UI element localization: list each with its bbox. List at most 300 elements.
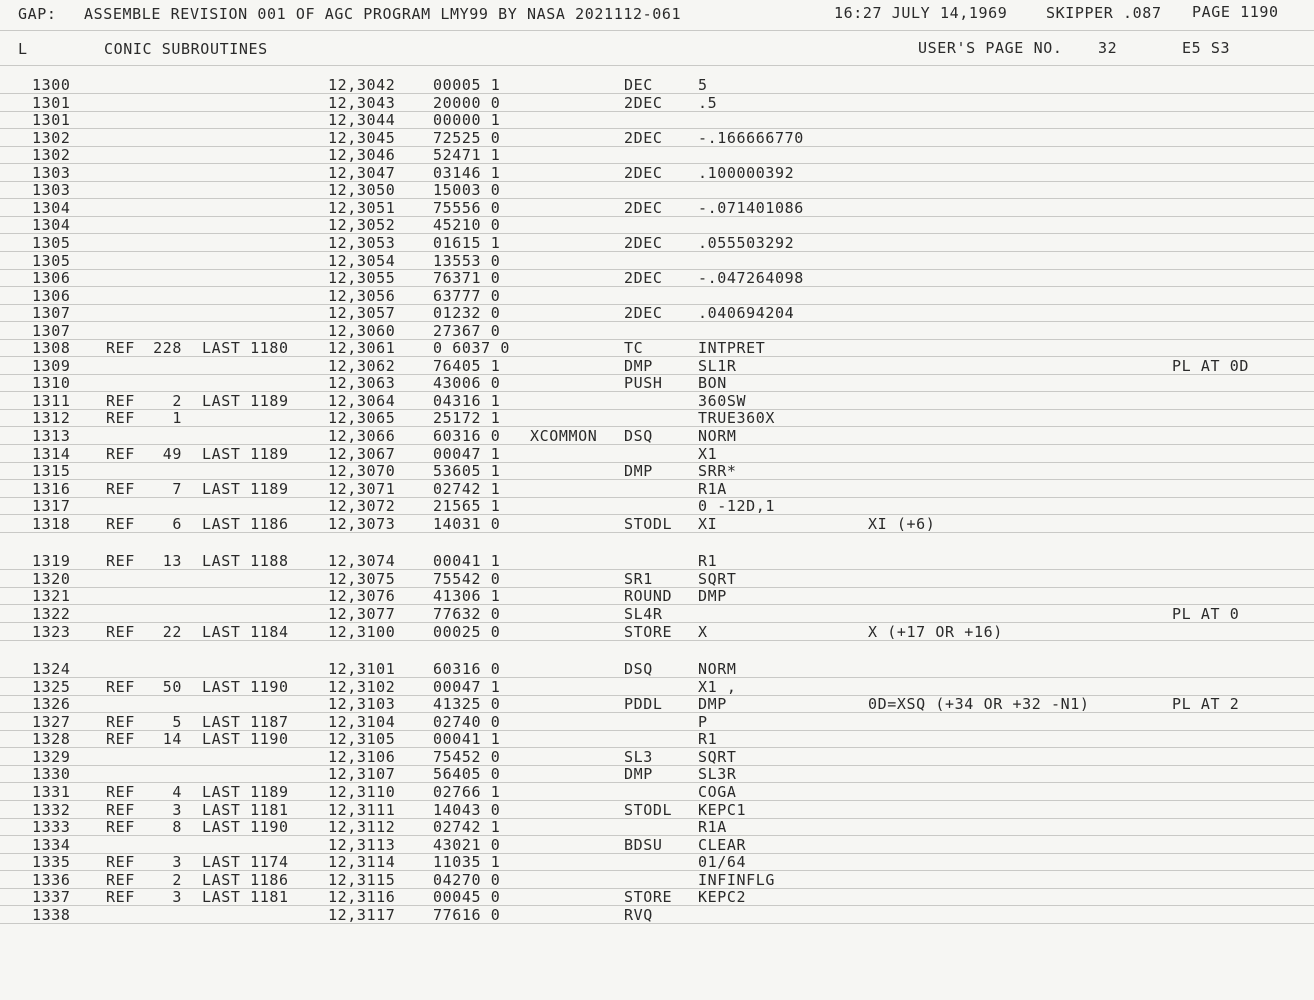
octal-code: 00047 1 (433, 444, 501, 463)
operand: R1 (698, 730, 718, 749)
ref-marker: REF (106, 888, 135, 907)
address: 12,3042 (328, 76, 396, 94)
operand: NORM (698, 427, 737, 445)
octal-code: 11035 1 (433, 853, 501, 872)
line-number: 1323 (32, 622, 71, 641)
address: 12,3053 (328, 234, 396, 252)
octal-code: 60316 0 (433, 427, 501, 445)
operand: X (698, 622, 708, 641)
line-number: 1325 (32, 677, 71, 696)
line-number: 1303 (32, 181, 71, 200)
octal-code: 01232 0 (433, 304, 501, 323)
octal-code: 56405 0 (433, 765, 501, 784)
paper-rule (0, 444, 1314, 445)
octal-code: 41306 1 (433, 587, 501, 606)
operand: -.047264098 (698, 269, 804, 288)
octal-code: 15003 0 (433, 181, 501, 200)
address: 12,3105 (328, 730, 396, 749)
line-number: 1326 (32, 695, 71, 714)
ref-marker: REF (106, 677, 135, 696)
operand: SRR* (698, 462, 737, 481)
ref-count: 2 (172, 391, 182, 410)
ref-count: 8 (172, 818, 182, 836)
address: 12,3074 (328, 552, 396, 571)
operand: 360SW (698, 391, 747, 410)
comment: 0D=XSQ (+34 OR +32 -N1) (868, 695, 1090, 714)
paper-rule (0, 391, 1314, 392)
octal-code: 21565 1 (433, 497, 501, 516)
paper-rule (0, 321, 1314, 322)
address: 12,3100 (328, 622, 396, 641)
address: 12,3077 (328, 605, 396, 623)
opcode: PDDL (624, 695, 663, 714)
opcode: TC (624, 339, 644, 358)
octal-code: 45210 0 (433, 216, 501, 235)
address: 12,3052 (328, 216, 396, 235)
opcode: 2DEC (624, 128, 663, 147)
ref-count: 3 (172, 800, 182, 819)
opcode: 2DEC (624, 163, 663, 182)
address: 12,3062 (328, 356, 396, 375)
address: 12,3051 (328, 198, 396, 217)
operand: XI (698, 514, 718, 533)
address: 12,3106 (328, 747, 396, 766)
opcode: DMP (624, 765, 653, 784)
last-ref: LAST 1189 (202, 391, 289, 410)
ref-marker: REF (106, 818, 135, 836)
octal-code: 27367 0 (433, 321, 501, 340)
last-ref: LAST 1180 (202, 339, 289, 358)
address: 12,3104 (328, 712, 396, 731)
address: 12,3056 (328, 286, 396, 305)
operand: .5 (698, 93, 718, 112)
ref-count: 49 (162, 444, 182, 463)
line-number: 1331 (32, 782, 71, 801)
octal-code: 52471 1 (433, 146, 501, 165)
octal-code: 14031 0 (433, 514, 501, 533)
page-code: E5 S3 (1182, 39, 1231, 57)
paper-rule (0, 532, 1314, 533)
octal-code: 01615 1 (433, 234, 501, 252)
address: 12,3073 (328, 514, 396, 533)
address: 12,3054 (328, 251, 396, 270)
last-ref: LAST 1189 (202, 444, 289, 463)
octal-code: 53605 1 (433, 462, 501, 481)
paper-rule (0, 677, 1314, 678)
last-ref: LAST 1181 (202, 888, 289, 907)
octal-code: 00000 1 (433, 111, 501, 130)
address: 12,3103 (328, 695, 396, 714)
last-ref: LAST 1184 (202, 622, 289, 641)
octal-code: 43006 0 (433, 374, 501, 393)
user-page-number: 32 (1098, 39, 1118, 57)
ref-marker: REF (106, 444, 135, 463)
ref-marker: REF (106, 782, 135, 801)
address: 12,3116 (328, 888, 396, 907)
octal-code: 02766 1 (433, 782, 501, 801)
address: 12,3115 (328, 870, 396, 889)
address: 12,3055 (328, 269, 396, 288)
octal-code: 75556 0 (433, 198, 501, 217)
address: 12,3110 (328, 782, 396, 801)
opcode: 2DEC (624, 93, 663, 112)
ref-marker: REF (106, 800, 135, 819)
opcode: DMP (624, 462, 653, 481)
octal-code: 60316 0 (433, 660, 501, 679)
symbol-label: XCOMMON (530, 427, 598, 445)
paper-rule (0, 905, 1314, 906)
paper-rule (0, 409, 1314, 410)
ref-marker: REF (106, 622, 135, 641)
operand: R1A (698, 479, 727, 498)
last-ref: LAST 1189 (202, 479, 289, 498)
octal-code: 14043 0 (433, 800, 501, 819)
ref-marker: REF (106, 391, 135, 410)
paper-rule (0, 111, 1314, 112)
section-title: CONIC SUBROUTINES (104, 40, 268, 58)
paper-rule (0, 765, 1314, 766)
ref-count: 6 (172, 514, 182, 533)
last-ref: LAST 1174 (202, 853, 289, 872)
ref-marker: REF (106, 339, 135, 358)
operand: -.166666770 (698, 128, 804, 147)
line-number: 1308 (32, 339, 71, 358)
octal-code: 77616 0 (433, 905, 501, 924)
paper-rule (0, 818, 1314, 819)
address: 12,3071 (328, 479, 396, 498)
address: 12,3111 (328, 800, 396, 819)
header-datetime: 16:27 JULY 14,1969 (834, 4, 1008, 22)
operand: INTPRET (698, 339, 766, 358)
opcode: SR1 (624, 569, 653, 588)
line-number: 1315 (32, 462, 71, 481)
octal-code: 04270 0 (433, 870, 501, 889)
operand: X1 , (698, 677, 737, 696)
line-number: 1322 (32, 605, 71, 623)
line-number: 1330 (32, 765, 71, 784)
line-number: 1305 (32, 234, 71, 252)
address: 12,3113 (328, 835, 396, 854)
ref-count: 1 (172, 409, 182, 428)
octal-code: 00047 1 (433, 677, 501, 696)
ref-count: 228 (153, 339, 182, 358)
operand: DMP (698, 587, 727, 606)
opcode: DSQ (624, 660, 653, 679)
operand: CLEAR (698, 835, 747, 854)
octal-code: 00025 0 (433, 622, 501, 641)
paper-rule (0, 747, 1314, 748)
octal-code: 02742 1 (433, 818, 501, 836)
last-ref: LAST 1190 (202, 818, 289, 836)
paper-rule (0, 181, 1314, 182)
operand: .055503292 (698, 234, 795, 252)
address: 12,3065 (328, 409, 396, 428)
address: 12,3064 (328, 391, 396, 410)
opcode: PUSH (624, 374, 663, 393)
operand: NORM (698, 660, 737, 679)
subheader-letter: L (18, 40, 28, 58)
line-number: 1301 (32, 93, 71, 112)
operand: R1 (698, 552, 718, 571)
line-number: 1336 (32, 870, 71, 889)
paper-rule (0, 426, 1314, 427)
address: 12,3112 (328, 818, 396, 836)
paper-rule (0, 479, 1314, 480)
octal-code: 20000 0 (433, 93, 501, 112)
opcode: 2DEC (624, 234, 663, 252)
ref-marker: REF (106, 514, 135, 533)
line-number: 1312 (32, 409, 71, 428)
address: 12,3060 (328, 321, 396, 340)
opcode: STORE (624, 888, 673, 907)
line-number: 1320 (32, 569, 71, 588)
paper-rule (0, 870, 1314, 871)
address: 12,3070 (328, 462, 396, 481)
paper-rule (0, 462, 1314, 463)
address: 12,3072 (328, 497, 396, 516)
address: 12,3047 (328, 163, 396, 182)
paper-rule (0, 640, 1314, 641)
line-number: 1304 (32, 216, 71, 235)
octal-code: 04316 1 (433, 391, 501, 410)
line-number: 1335 (32, 853, 71, 872)
line-number: 1300 (32, 76, 71, 94)
comment: X (+17 OR +16) (868, 622, 1003, 641)
line-number: 1303 (32, 163, 71, 182)
operand: SQRT (698, 747, 737, 766)
line-number: 1316 (32, 479, 71, 498)
octal-code: 02742 1 (433, 479, 501, 498)
last-ref: LAST 1190 (202, 677, 289, 696)
octal-code: 75542 0 (433, 569, 501, 588)
paper-rule (0, 65, 1314, 66)
ref-count: 22 (162, 622, 182, 641)
operand: X1 (698, 444, 718, 463)
operand: KEPC1 (698, 800, 747, 819)
header-prefix: GAP: (18, 5, 57, 23)
ref-count: 7 (172, 479, 182, 498)
address: 12,3044 (328, 111, 396, 130)
octal-code: 41325 0 (433, 695, 501, 714)
ref-marker: REF (106, 870, 135, 889)
line-number: 1329 (32, 747, 71, 766)
octal-code: 13553 0 (433, 251, 501, 270)
address: 12,3117 (328, 905, 396, 924)
operand: .100000392 (698, 163, 795, 182)
line-number: 1310 (32, 374, 71, 393)
octal-code: 02740 0 (433, 712, 501, 731)
ref-count: 4 (172, 782, 182, 801)
line-number: 1306 (32, 286, 71, 305)
operand: .040694204 (698, 304, 795, 323)
comment: XI (+6) (868, 514, 936, 533)
pushlist-note: PL AT 0 (1172, 605, 1240, 623)
operand: -.071401086 (698, 198, 804, 217)
address: 12,3075 (328, 569, 396, 588)
paper-rule (0, 356, 1314, 357)
ref-count: 2 (172, 870, 182, 889)
ref-count: 14 (162, 730, 182, 749)
last-ref: LAST 1181 (202, 800, 289, 819)
operand: SQRT (698, 569, 737, 588)
octal-code: 00045 0 (433, 888, 501, 907)
opcode: BDSU (624, 835, 663, 854)
address: 12,3067 (328, 444, 396, 463)
line-number: 1321 (32, 587, 71, 606)
line-number: 1332 (32, 800, 71, 819)
line-number: 1301 (32, 111, 71, 130)
opcode: 2DEC (624, 269, 663, 288)
header-user: SKIPPER .087 (1046, 4, 1162, 22)
line-number: 1334 (32, 835, 71, 854)
opcode: SL3 (624, 747, 653, 766)
line-number: 1311 (32, 391, 71, 410)
line-number: 1319 (32, 552, 71, 571)
ref-count: 50 (162, 677, 182, 696)
opcode: DSQ (624, 427, 653, 445)
octal-code: 03146 1 (433, 163, 501, 182)
pushlist-note: PL AT 2 (1172, 695, 1240, 714)
octal-code: 00041 1 (433, 730, 501, 749)
paper-rule (0, 712, 1314, 713)
address: 12,3061 (328, 339, 396, 358)
line-number: 1302 (32, 128, 71, 147)
paper-rule (0, 286, 1314, 287)
ref-marker: REF (106, 479, 135, 498)
ref-marker: REF (106, 552, 135, 571)
octal-code: 00005 1 (433, 76, 501, 94)
line-number: 1302 (32, 146, 71, 165)
header-title: ASSEMBLE REVISION 001 OF AGC PROGRAM LMY99 BY NASA 2021112-061 (84, 5, 682, 23)
operand: SL1R (698, 356, 737, 375)
octal-code: 0 6037 0 (433, 339, 511, 358)
opcode: 2DEC (624, 198, 663, 217)
opcode: SL4R (624, 605, 663, 623)
line-number: 1337 (32, 888, 71, 907)
operand: INFINFLG (698, 870, 776, 889)
pushlist-note: PL AT 0D (1172, 356, 1250, 375)
octal-code: 75452 0 (433, 747, 501, 766)
octal-code: 76371 0 (433, 269, 501, 288)
opcode: STODL (624, 800, 673, 819)
paper-rule (0, 339, 1314, 340)
operand: COGA (698, 782, 737, 801)
line-number: 1324 (32, 660, 71, 679)
address: 12,3101 (328, 660, 396, 679)
operand: SL3R (698, 765, 737, 784)
line-number: 1313 (32, 427, 71, 445)
last-ref: LAST 1190 (202, 730, 289, 749)
paper-rule (0, 853, 1314, 854)
line-number: 1338 (32, 905, 71, 924)
operand: BON (698, 374, 727, 393)
last-ref: LAST 1189 (202, 782, 289, 801)
last-ref: LAST 1188 (202, 552, 289, 571)
address: 12,3046 (328, 146, 396, 165)
line-number: 1314 (32, 444, 71, 463)
octal-code: 43021 0 (433, 835, 501, 854)
operand: 5 (698, 76, 708, 94)
ref-count: 3 (172, 853, 182, 872)
line-number: 1318 (32, 514, 71, 533)
ref-marker: REF (106, 712, 135, 731)
opcode: 2DEC (624, 304, 663, 323)
address: 12,3107 (328, 765, 396, 784)
line-number: 1306 (32, 269, 71, 288)
ref-count: 5 (172, 712, 182, 731)
opcode: RVQ (624, 905, 653, 924)
line-number: 1307 (32, 304, 71, 323)
line-number: 1304 (32, 198, 71, 217)
operand: 0 -12D,1 (698, 497, 776, 516)
octal-code: 00041 1 (433, 552, 501, 571)
address: 12,3045 (328, 128, 396, 147)
paper-rule (0, 497, 1314, 498)
address: 12,3076 (328, 587, 396, 606)
operand: P (698, 712, 708, 731)
address: 12,3057 (328, 304, 396, 323)
octal-code: 76405 1 (433, 356, 501, 375)
line-number: 1307 (32, 321, 71, 340)
last-ref: LAST 1187 (202, 712, 289, 731)
line-number: 1317 (32, 497, 71, 516)
line-number: 1309 (32, 356, 71, 375)
operand: DMP (698, 695, 727, 714)
opcode: DMP (624, 356, 653, 375)
address: 12,3066 (328, 427, 396, 445)
paper-rule (0, 146, 1314, 147)
paper-rule (0, 569, 1314, 570)
octal-code: 77632 0 (433, 605, 501, 623)
address: 12,3063 (328, 374, 396, 393)
operand: TRUE360X (698, 409, 776, 428)
last-ref: LAST 1186 (202, 870, 289, 889)
ref-count: 3 (172, 888, 182, 907)
octal-code: 63777 0 (433, 286, 501, 305)
last-ref: LAST 1186 (202, 514, 289, 533)
header-page: PAGE 1190 (1192, 3, 1279, 21)
line-number: 1305 (32, 251, 71, 270)
paper-rule (0, 216, 1314, 217)
paper-rule (0, 782, 1314, 783)
octal-code: 25172 1 (433, 409, 501, 428)
address: 12,3043 (328, 93, 396, 112)
ref-marker: REF (106, 409, 135, 428)
opcode: STORE (624, 622, 673, 641)
line-number: 1327 (32, 712, 71, 731)
paper-rule (0, 923, 1314, 924)
user-page-label: USER'S PAGE NO. (918, 39, 1063, 57)
line-number: 1333 (32, 818, 71, 836)
opcode: DEC (624, 76, 653, 94)
line-number: 1328 (32, 730, 71, 749)
opcode: ROUND (624, 587, 673, 606)
paper-rule (0, 30, 1314, 31)
paper-rule (0, 251, 1314, 252)
operand: KEPC2 (698, 888, 747, 907)
operand: R1A (698, 818, 727, 836)
ref-marker: REF (106, 853, 135, 872)
ref-marker: REF (106, 730, 135, 749)
operand: 01/64 (698, 853, 747, 872)
paper-rule (0, 730, 1314, 731)
address: 12,3114 (328, 853, 396, 872)
ref-count: 13 (162, 552, 182, 571)
octal-code: 72525 0 (433, 128, 501, 147)
address: 12,3102 (328, 677, 396, 696)
opcode: STODL (624, 514, 673, 533)
address: 12,3050 (328, 181, 396, 200)
